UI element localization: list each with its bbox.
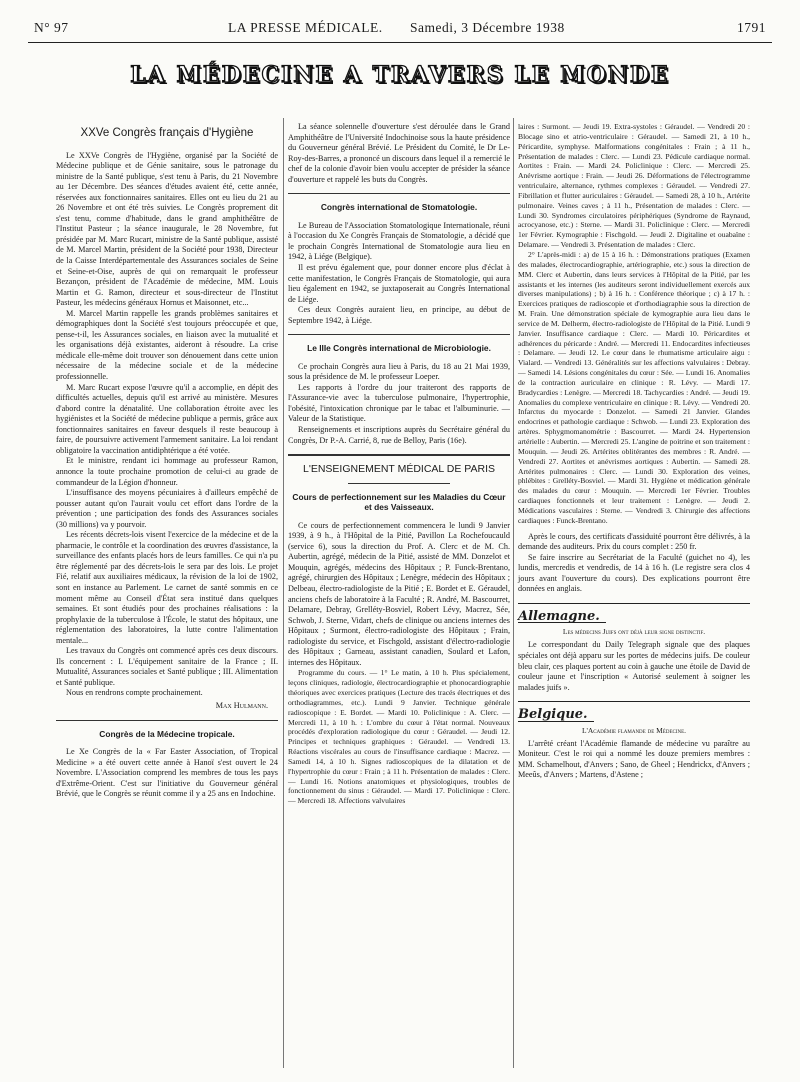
column-divider xyxy=(513,118,514,1068)
paragraph: M. Marcel Martin rappelle les grands problèmes sanitaires et démographiques dont la Société s'est toujours préoccupée et que, pense-t-il, les Assurances sociales, en liaison avec la mutualité et les organisations déjà existantes, aideront à résoudre. La crise médicale elle-même doit trouver son dénouement dans cette union nécessaire de la médecine sociale et de la médecine professionnelle. xyxy=(56,308,278,382)
page-number: 1791 xyxy=(737,20,766,35)
paragraph: Ce prochain Congrès aura lieu à Paris, du 18 au 21 Mai 1939, sous la présidence de M. le professeur Loeper. xyxy=(288,361,510,382)
paragraph: Le XXVe Congrès de l'Hygiène, organisé par la Société de Médecine publique et de Génie sanitaire, sous le patronage du ministre de la Santé publique, s'est tenu à Paris, du 21 Novembre au 1er Décembre. Des séances d'études avaient été, cette année, réservées aux fonctionnaires sanitaires. Elles ont eu lieu du 21 au 26 Novembre et ont été très suivies. Le Congrès proprement dit s'est tenu, comme d'habitude, dans le grand amphithéâtre de l'Institut Pasteur ; la séance inaugurale, le 28 Novembre, fut présidée par M. Marc Rucart, ministre de la Santé publique, assisté de M. Marcel Martin, président de la Société pour 1938, Directeur de la Caisse Interdépartementale des Assurances sociales de Seine et Seine-et-Oise, auprès de qui on remarquait le professeur Bezançon, président de l'Académie de médecine, MM. Louis Martin et G. Ramon, directeur et sous-directeur de l'Institut Pasteur, les médecins généraux Hornus et Maisonnet, etc... xyxy=(56,150,278,308)
paragraph: Le correspondant du Daily Telegraph signale que des plaques spéciales ont déjà apparu sur les portes de médecins juifs. De couleur bleu clair, ces plaques portent au coin à gauche une étoile de David de couleur jaune et l'inscription « Autorisé seulement à soigner les malades juifs ». xyxy=(518,640,750,692)
country-heading-allemagne: Allemagne. xyxy=(518,612,606,624)
paragraph: Le Xe Congrès de la « Far Easter Association, of Tropical Medicine » a été ouvert cette année à Hanoï s'est ouvert le 24 Novembre. L'Association comprend les membres de tous les pays d'Extrême-Orient. C'est sur l'initiative du Gouverneur général Brévié, que le Congrès se réunit comme il y a 25 ans en Indochine. xyxy=(56,747,278,799)
paragraph: La séance solennelle d'ouverture s'est déroulée dans le Grand Amphithéâtre de l'Université Indochinoise sous la haute présidence du Gouverneur général Brévié. Le Président du Comité, le Dr Le-Roy-des-Barres, a prononcé un discours dans lequel il a remercié le chef de la colonie d'avoir bien voulu accepter de présider la séance d'ouverture et rappelé les buts du Congrès. xyxy=(288,122,510,184)
section-banner: LA MÉDECINE A TRAVERS LE MONDE xyxy=(130,62,670,88)
paragraph: 2° L'après-midi : a) de 15 à 16 h. : Démonstrations pratiques (Examen des malades, électrocardiographie, artériographie, etc.) sous la direction de MM. Clerc et Aubertin, dans leurs services à l'Hôpital de la Pitié, par les assistants et les internes (les auditeurs seront individuellement exercés aux diverses manipulations) ; b) à 16 h. : Conférence théorique ; c) à 17 h. : Exercices pratiques de radioscopie et d'orthodiagraphie sous la direction de M. Frain. Une démonstration spéciale de kymographie aura lieu dans le service de M. Delherm, électro-radiologiste de l'Hôpital de la Pitié. Lundi 9 Janvier. Insuffisance cardiaque : Clerc. — Mardi 10. Péricardites et adhérences du péricarde : André. — Mercredi 11. Endocardites infectieuses : Delamare. — Jeudi 12. Le cœur dans le rhumatisme articulaire aigu : Vialard. — Vendredi 13. Généralités sur les affections valvulaires : Debray. — Samedi 14. Lésions congénitales du cœur : Sée. — Lundi 16. Anomalies de la contraction auriculaire en clinique : R. Lévy. — Mardi 17. Bradycardies : Lenègre. — Mercredi 18. Tachycardies : André. — Jeudi 19. Anomalies du complexe ventriculaire en clinique : R. Lévy. — Vendredi 20. Infarctus du myocarde : Donzelot. — Samedi 21 Janvier. Glandes endocrines et pathologie cardiaque : Schwob. — Lundi 23. Exploration des artères. Sphygmomanométrie : Bascourret. — Mardi 24. Hypertension artérielle : Aubertin. — Mercredi 25. L'angine de poitrine et son traitement : Mouquin. — Jeudi 26. Artérites oblitérantes des membres : R. André. — Vendredi 27. Aortites et anévrismes aortiques : Aubertin. — Samedi 28. Artérites pulmonaires : Clerc. — Lundi 30. Exploration des veines, phlébites : Grelléty-Bosviel. — Mardi 31. Hygiène et médication générale des malades du cœur : Mouquin. — Mercredi 1er Février. Troubles cardiaques fonctionnels et leur traitement : Lenègre. — Jeudi 2. Médications vasculaires : Sterne. — Vendredi 3. Chirurgie des affections cardiaques : Funck-Brentano. xyxy=(518,249,750,525)
issue-number: N° 97 xyxy=(34,20,69,35)
article-title-hygiene: XXVe Congrès français d'Hygiène xyxy=(80,127,254,139)
paragraph: Ce cours de perfectionnement commencera le lundi 9 Janvier 1939, à 9 h., à l'Hôpital de la Pitié, Pavillon La Rochefoucauld (service 6), sous la direction du Prof. A. Clerc et de M. Ch. Aubertin, agrégé, médecin de la Pitié, assisté de MM. Donzelot et Mouquin, agrégés, médecins des Hôpitaux ; P. Funck-Brentano, agrégé, chirurgien des Hôpitaux ; Lenègre, médecin des Hôpitaux ; Delbeau, électro-radiologiste de la Pitié ; E. Bordet et E. Géraudel, anciens chefs de laboratoire à la Faculté ; R. André, M. Bascourret, Delamare, Debray, Grelléty-Bosviel, Robert Lévy, Macrez, Sée, Schwob, J. Sterne, Vidart, chefs de clinique ou anciens internes des Hôpitaux ; Surmont, électro-radiologiste des Hôpitaux ; Frain, radiologiste du service, et Fischgold, assistant d'électro-radiologie des Hôpitaux ; Garneau, assistant canadien, Soulard et Lafon, internes des Hôpitaux. xyxy=(288,520,510,667)
paragraph: laires : Surmont. — Jeudi 19. Extra-systoles : Géraudel. — Vendredi 20 : Blocage sino et atrio-ventriculaire : Géraudel. — Samedi 21, à 10 h., Péricardite, symphyse. Malformations congénitales : Frain ; à 11 h., Présentation de malades : Clerc. — Lundi 23. Pédicule cardiaque normal. Aortites : Frain. — Mardi 24. Policlinique : Clerc. — Mercredi 25. Anévrisme aortique : Frain. — Jeudi 26. Déformations de l'électrogramme ventriculaire, alternance, rythmes complexes : Géraudel. — Vendredi 27. Fibrillation et flutter auriculaires : Géraudel. — Samedi 28, à 10 h., Artérite pulmonaire. Veines caves ; à 11 h., Présentation de malades : Clerc. — Lundi 30. Syndromes circulatoires périphériques (Syndrome de Raynaud, acrocyanose, etc.) : Sterne. — Mardi 31. Policlinique : Clerc. — Mercredi 1er Février. Kymographie : Fischgold. — Jeudi 2. Digitaline et ouabaïne : Delamare. — Vendredi 3. Présentation de malades : Clerc. xyxy=(518,122,750,250)
paragraph: Les récents décrets-lois visent l'exercice de la médecine et de la pharmacie, le contrôle et la coordination des œuvres d'assistance, la surveillance des enfants placés hors de leurs familles. Ce qui n'a pu être réglementé par des décrets-lois le sera par des lois. Le projet Fié, relatif aux auxiliaires médicaux, la révision de la loi de 1902, sont en instance au Parlement. Le carnet de santé sommis en ce moment même au Conseil d'État sera institué dans quelques semaines. Et sont étudiés pour des prochaines réalisations : la prophylaxie de la tuberculose à l'École, le statut des hôpitaux, une réglementation des laboratoires, la lutte contre l'alimentation mentale... xyxy=(56,530,278,645)
article-title-cours: Cours de perfectionnement sur les Maladies du Cœur et des Vaisseaux. xyxy=(292,491,506,513)
paragraph: Le Bureau de l'Association Stomatologique Internationale, réuni à l'occasion du Xe Congrès Français de Stomatologie, a décidé que le prochain Congrès International de Stomatologie aura lieu en 1942, à Liége (Belgique). xyxy=(288,220,510,262)
section-title-enseignement: L'ENSEIGNEMENT MÉDICAL DE PARIS xyxy=(302,463,496,476)
column-3 xyxy=(518,122,750,781)
column-2 xyxy=(288,122,510,806)
separator xyxy=(56,720,278,721)
paragraph: Et le ministre, rendant ici hommage au professeur Ramon, annonce la toute prochaine promotion de celui-ci au grade de commandeur de la Légion d'honneur. xyxy=(56,456,278,487)
paragraph: Il est prévu également que, pour donner encore plus d'éclat à cette manifestation, le Congrès Français de Stomatologie, qui aura lieu également en 1942, se juxtaposerait au Congrès International de Liége. xyxy=(288,262,510,304)
author-signature: Max Hulmann. xyxy=(215,700,268,710)
separator xyxy=(288,193,510,194)
paragraph: Renseignements et inscriptions auprès du Secrétaire général du Congrès, Dr P.-A. Carrié, 8, rue de Belloy, Paris (16e). xyxy=(288,425,510,445)
column-divider xyxy=(283,118,284,1068)
paragraph: Les rapports à l'ordre du jour traiteront des rapports de l'Assurance-vie avec la tuberculose pulmonaire, l'hypertrophie, l'obésité, l'intoxication chronique par le tabac et l'albuminurie. — Valeur de la Statistique. xyxy=(288,382,510,424)
issue-date: Samedi, 3 Décembre 1938 xyxy=(410,20,565,35)
paragraph: L'arrêté créant l'Académie flamande de médecine vu paraître au Moniteur. C'est le roi qui a nommé les douze premiers membres : MM. Schamelhout, d'Anvers ; Sano, de Gheel ; Hendrickx, d'Anvers ; Meeûs, d'Anvers ; Martens, d'Astene ; xyxy=(518,738,750,780)
paragraph: Les travaux du Congrès ont commencé après ces deux discours. Ils concernent : I. L'équipement sanitaire de la France ; II. Mutualité, Assurances sociales et Santé publique ; III. Alimentation et Santé publique. xyxy=(56,646,278,687)
article-title-microbiologie: Le IIIe Congrès international de Microbiologie. xyxy=(307,343,491,354)
subheading: Les médecins Juifs ont déjà leur signe distinctif. xyxy=(562,627,706,637)
paragraph: L'insuffisance des moyens pécuniaires à d'ailleurs empêché de pousser autant qu'on l'aurait voulu cet effort dans l'ordre de la prévention ; une participation des fonds des Assurances sociales (30 millions) va y pourvoir. xyxy=(56,488,278,529)
separator xyxy=(288,454,510,456)
section-allemagne xyxy=(518,603,750,693)
subheading: L'Académie flamande de Médecine. xyxy=(581,725,687,735)
journal-name: LA PRESSE MÉDICALE. xyxy=(228,20,383,35)
page-header xyxy=(28,20,772,38)
separator xyxy=(348,483,450,484)
article-title-tropical: Congrès de la Médecine tropicale. xyxy=(99,728,235,739)
paragraph: M. Marc Rucart expose l'œuvre qu'il a accomplie, en dépit des difficultés actuelles, depuis qu'il est arrivé au ministère. Mesures d'abord contre la dénatalité. Une collaboration étroite avec les hygiénistes et la Société de médecine publique a permis, grâce aux fonctionnaires sanitaires en faveur desquels il reste beaucoup à faire, de poursuivre activement l'armement sanitaire. La loi rendant obligatoire la vaccination antidiphtérique a été votée. xyxy=(56,382,278,455)
paragraph: Ces deux Congrès auraient lieu, en principe, au début de Septembre 1942, à Liége. xyxy=(288,305,510,325)
article-title-stomatologie: Congrès international de Stomatologie. xyxy=(320,202,478,213)
country-heading-belgique: Belgique. xyxy=(518,710,594,722)
paragraph: Programme du cours. — 1° Le matin, à 10 h. Plus spécialement, leçons cliniques, radiologie, électrocardiographie et phonocardiographie théoriques avec exercices pratiques (Lecture des tracés électriques et des orthodiagrammes, etc.). Lundi 9 Janvier. Technique générale radioscopique : E. Bordet. — Mardi 10. Policlinique : A. Clerc. — Mercredi 11, à 10 h. : L'ombre du cœur à l'état normal. Nouveaux procédés d'exploration radiologique du cœur : Géraudel. — Jeudi 12. Principes et techniques graphiques : Géraudel. — Vendredi 13. Réactions viscérales au cours de l'insuffisance cardiaque : Macrez. — Samedi 14, à 10 h. Signes radioscopiques de la dilatation et de l'hypertrophie du cœur : Frain ; à 11 h. Présentation de malades : Clerc. — Lundi 16. Notions anatomiques et physiologiques, troubles de fonctionnement du sinus : Géraudel. — Mardi 17. Policlinique : Clerc. — Mercredi 18. Affections valvulaires xyxy=(288,668,510,806)
section-belgique xyxy=(518,701,750,781)
paragraph: Se faire inscrire au Secrétariat de la Faculté (guichet no 4), les lundis, mercredis et vendredis, de 14 à 16 h. (Le registre sera clos 4 jours avant l'ouverture du cours). Des explications pourront être données en anglais. xyxy=(518,552,750,594)
paragraph: Nous en rendrons compte prochainement. xyxy=(66,688,203,698)
header-rule xyxy=(28,42,772,43)
column-1 xyxy=(56,122,278,800)
separator xyxy=(288,334,510,335)
paragraph: Après le cours, des certificats d'assiduité pourront être délivrés, à la demande des auditeurs. Prix du cours complet : 250 fr. xyxy=(518,531,750,552)
